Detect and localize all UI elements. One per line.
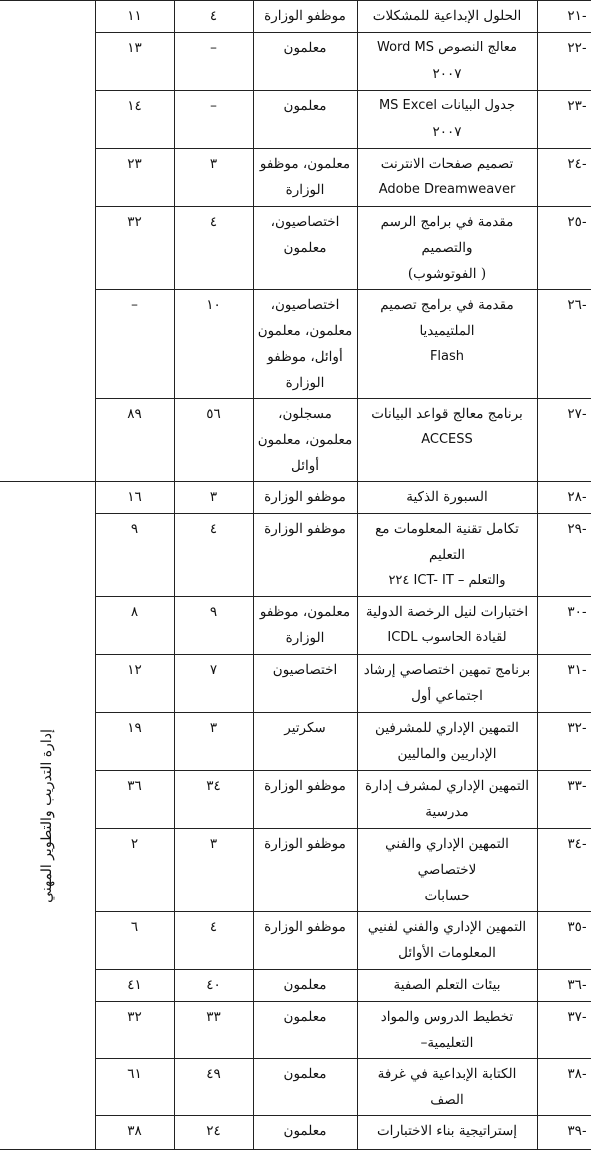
audience-cell: معلمون — [253, 1116, 357, 1150]
course-title-continued: ACCESS — [421, 432, 473, 447]
count-cell: ٣٣ — [174, 1002, 253, 1059]
row-number: -٢٨ — [537, 482, 591, 514]
audience-cell: مسجلون، معلمون، معلمون أوائل — [253, 399, 357, 482]
course-title: جدول البيانات MS Excel — [378, 98, 516, 113]
total-cell: ٦ — [95, 912, 174, 970]
course-title-cell — [357, 514, 537, 597]
table-row — [0, 482, 591, 514]
total-cell: ١٢ — [95, 655, 174, 713]
count-cell: ٣ — [174, 829, 253, 912]
course-title-cell — [357, 207, 537, 290]
row-number: -٣١ — [537, 655, 591, 713]
count-cell: ٥٦ — [174, 399, 253, 482]
count-cell: ٤ — [174, 514, 253, 597]
count-cell: ٤٠ — [174, 970, 253, 1002]
total-cell: ١٩ — [95, 713, 174, 771]
course-title-continued: ( الفوتوشوب) — [407, 266, 487, 282]
course-title-cell — [357, 655, 537, 713]
course-title-cell — [357, 713, 537, 771]
row-number: -٣٩ — [537, 1116, 591, 1150]
total-cell: ٨ — [95, 597, 174, 655]
course-title: تخطيط الدروس والمواد التعليمية– — [380, 1009, 514, 1051]
audience-cell: اختصاصيون — [253, 655, 357, 713]
course-title: برنامج تمهين اختصاصي إرشاد — [363, 662, 531, 678]
course-title: التمهين الإداري والفني لفنيي — [367, 919, 527, 935]
row-number: -٢٩ — [537, 514, 591, 597]
course-title-cell — [357, 149, 537, 207]
course-title-continued: حسابات — [424, 888, 470, 904]
course-title: الكتابة الإبداعية في غرفة الصف — [377, 1066, 517, 1108]
audience-cell: معلمون — [253, 1059, 357, 1116]
total-cell: ٣٢ — [95, 1002, 174, 1059]
row-number: -٣٢ — [537, 713, 591, 771]
course-title-cell — [357, 1002, 537, 1059]
department-cell — [0, 482, 95, 1150]
course-title: تصميم صفحات الانترنت — [380, 156, 514, 172]
count-cell: ٣ — [174, 713, 253, 771]
row-number: -٣٥ — [537, 912, 591, 970]
total-cell: – — [95, 290, 174, 399]
audience-cell: معلمون، موظفو الوزارة — [253, 597, 357, 655]
course-title-continued: والتعلم – ICT- IT ٢٢٤ — [388, 573, 506, 588]
row-number: -٢٣ — [537, 91, 591, 149]
course-title-continued: ٢٠٠٧ — [432, 66, 462, 82]
course-title-cell — [357, 970, 537, 1002]
total-cell: ١١ — [95, 1, 174, 33]
course-title: إستراتيجية بناء الاختبارات — [376, 1123, 518, 1139]
course-title-cell — [357, 771, 537, 829]
course-title-continued: مدرسية — [425, 804, 469, 820]
count-cell: ٩ — [174, 597, 253, 655]
course-title-continued: Flash — [429, 349, 465, 364]
total-cell: ١٦ — [95, 482, 174, 514]
count-cell: ٤ — [174, 207, 253, 290]
audience-cell: معلمون — [253, 970, 357, 1002]
course-title-continued: Adobe Dreamweaver — [378, 182, 516, 197]
course-title-continued: الإداريين والماليين — [397, 746, 497, 762]
audience-cell: موظفو الوزارة — [253, 482, 357, 514]
row-number: -٢٧ — [537, 399, 591, 482]
row-number: -٢٢ — [537, 33, 591, 91]
course-title: مقدمة في برامج الرسم والتصميم — [380, 214, 514, 256]
audience-cell: موظفو الوزارة — [253, 771, 357, 829]
total-cell: ١٣ — [95, 33, 174, 91]
total-cell: ١٤ — [95, 91, 174, 149]
course-title-cell — [357, 91, 537, 149]
course-title-continued: اجتماعي أول — [411, 688, 483, 704]
course-title: التمهين الإداري للمشرفين — [375, 720, 519, 736]
row-number: -٢٦ — [537, 290, 591, 399]
total-cell: ٣٢ — [95, 207, 174, 290]
course-title-continued: لقيادة الحاسوب ICDL — [387, 630, 507, 645]
row-number: -٣٨ — [537, 1059, 591, 1116]
course-title: السبورة الذكية — [406, 489, 488, 505]
total-cell: ٢٣ — [95, 149, 174, 207]
course-title-cell — [357, 290, 537, 399]
row-number: -٣٤ — [537, 829, 591, 912]
count-cell: ٤ — [174, 912, 253, 970]
count-cell: ٢٤ — [174, 1116, 253, 1150]
audience-cell: معلمون — [253, 33, 357, 91]
course-title-cell — [357, 482, 537, 514]
total-cell: ٣٨ — [95, 1116, 174, 1150]
department-cell — [0, 1, 95, 482]
course-title: التمهين الإداري لمشرف إدارة — [365, 778, 529, 794]
count-cell: ٣ — [174, 482, 253, 514]
department-label: إدارة التدريب والتطوير المهني — [39, 728, 56, 903]
total-cell: ٣٦ — [95, 771, 174, 829]
audience-cell: معلمون — [253, 1002, 357, 1059]
audience-cell: اختصاصيون، معلمون — [253, 207, 357, 290]
course-title-cell — [357, 399, 537, 482]
course-title-cell — [357, 912, 537, 970]
count-cell: – — [174, 33, 253, 91]
count-cell: ٤٩ — [174, 1059, 253, 1116]
table-row — [0, 1, 591, 33]
course-title: تكامل تقنية المعلومات مع التعليم — [375, 521, 519, 563]
course-title-cell — [357, 1059, 537, 1116]
count-cell: ٤ — [174, 1, 253, 33]
total-cell: ٩ — [95, 514, 174, 597]
audience-cell: موظفو الوزارة — [253, 912, 357, 970]
count-cell: ١٠ — [174, 290, 253, 399]
course-title-cell — [357, 829, 537, 912]
course-title: معالج النصوص Word MS — [376, 40, 518, 55]
total-cell: ٨٩ — [95, 399, 174, 482]
row-number: -٣٠ — [537, 597, 591, 655]
course-title-continued: ٢٠٠٧ — [432, 124, 462, 140]
audience-cell: سكرتير — [253, 713, 357, 771]
total-cell: ٦١ — [95, 1059, 174, 1116]
row-number: -٣٧ — [537, 1002, 591, 1059]
course-title-cell — [357, 1116, 537, 1150]
course-title-cell — [357, 1, 537, 33]
course-title-cell — [357, 597, 537, 655]
course-title: الحلول الإبداعية للمشكلات — [372, 8, 522, 24]
audience-cell: اختصاصيون، معلمون، معلمون أوائل، موظفو الوزارة — [253, 290, 357, 399]
count-cell: – — [174, 91, 253, 149]
audience-cell: موظفو الوزارة — [253, 829, 357, 912]
table-body — [0, 1, 591, 1150]
course-title-continued: المعلومات الأوائل — [398, 945, 496, 961]
row-number: -٢٤ — [537, 149, 591, 207]
course-title: اختبارات لنيل الرخصة الدولية — [365, 604, 529, 620]
course-title: بيئات التعلم الصفية — [393, 977, 501, 993]
count-cell: ٣ — [174, 149, 253, 207]
course-title: التمهين الإداري والفني لاختصاصي — [385, 836, 509, 878]
audience-cell: معلمون، موظفو الوزارة — [253, 149, 357, 207]
count-cell: ٣٤ — [174, 771, 253, 829]
row-number: -٢٥ — [537, 207, 591, 290]
row-number: -٣٣ — [537, 771, 591, 829]
row-number: -٢١ — [537, 1, 591, 33]
course-title-cell — [357, 33, 537, 91]
total-cell: ٤١ — [95, 970, 174, 1002]
count-cell: ٧ — [174, 655, 253, 713]
course-title: برنامج معالج قواعد البيانات — [371, 406, 523, 422]
audience-cell: موظفو الوزارة — [253, 1, 357, 33]
audience-cell: موظفو الوزارة — [253, 514, 357, 597]
row-number: -٣٦ — [537, 970, 591, 1002]
audience-cell: معلمون — [253, 91, 357, 149]
course-title: مقدمة في برامج تصميم الملتيميديا — [380, 297, 514, 339]
total-cell: ٢ — [95, 829, 174, 912]
